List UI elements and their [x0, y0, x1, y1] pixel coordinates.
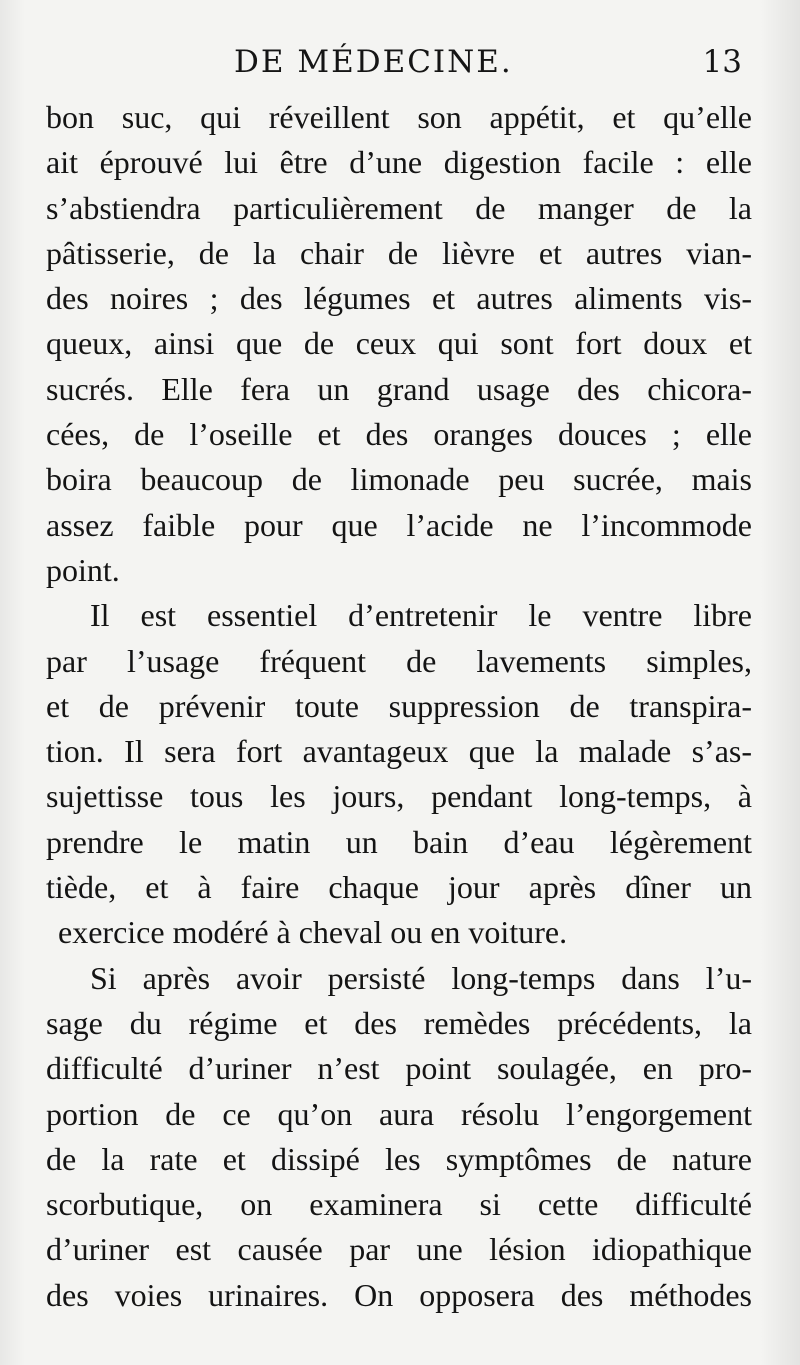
text-line: point.	[46, 551, 120, 588]
text-line: et de prévenir toute suppression de transpira-	[46, 687, 752, 724]
text-line: tiède, et à faire chaque jour après dîner un	[46, 869, 752, 906]
text-line: boira beaucoup de limonade peu sucrée, mais	[46, 461, 752, 498]
text-line: bon suc, qui réveillent son appétit, et qu’elle	[46, 99, 752, 135]
text-line: des voies urinaires. On opposera des méthodes	[46, 1276, 752, 1313]
text-line: exercice modéré à cheval ou en voiture.	[58, 914, 568, 951]
text-line: pâtisserie, de la chair de lièvre et autres vian-	[46, 234, 752, 271]
text-line: difficulté d’uriner n’est point soulagée, en pro-	[46, 1050, 752, 1087]
text-line: sucrés. Elle fera un grand usage des chicora-	[46, 370, 752, 407]
text-line: des noires ; des légumes et autres aliments vis-	[46, 280, 752, 317]
text-line: ait éprouvé lui être d’une digestion facile : elle	[46, 144, 752, 181]
text-line: queux, ainsi que de ceux qui sont fort doux et	[46, 325, 752, 362]
text-line: portion de ce qu’on aura résolu l’engorgement	[46, 1095, 752, 1132]
page-header	[46, 38, 748, 86]
running-title: DE MÉDECINE.	[234, 44, 513, 80]
page-edge-shadow-left	[0, 0, 25, 1365]
text-line: assez faible pour que l’acide ne l’incommode	[46, 506, 752, 543]
body-text	[46, 95, 752, 1318]
text-line: de la rate et dissipé les symptômes de nature	[46, 1140, 752, 1177]
text-line: prendre le matin un bain d’eau légèrement	[46, 823, 752, 860]
text-line: cées, de l’oseille et des oranges douces ; elle	[46, 416, 752, 453]
text-line: s’abstiendra particulièrement de manger de la	[46, 189, 752, 226]
text-line: d’uriner est causée par une lésion idiopathique	[46, 1231, 752, 1268]
paragraph-first-line: Si après avoir persisté long-temps dans l’u-	[90, 959, 752, 996]
text-line: tion. Il sera fort avantageux que la malade s’as-	[46, 733, 752, 770]
paragraph-first-line: Il est essentiel d’entretenir le ventre libre	[90, 597, 752, 634]
text-line: sage du régime et des remèdes précédents, la	[46, 1004, 752, 1041]
text-line: sujettisse tous les jours, pendant long-temps, à	[46, 778, 752, 815]
text-line: par l’usage fréquent de lavements simples,	[46, 642, 752, 679]
page-number: 13	[702, 44, 742, 80]
text-line: scorbutique, on examinera si cette difficulté	[46, 1186, 752, 1223]
page-edge-shadow-right	[760, 0, 800, 1365]
